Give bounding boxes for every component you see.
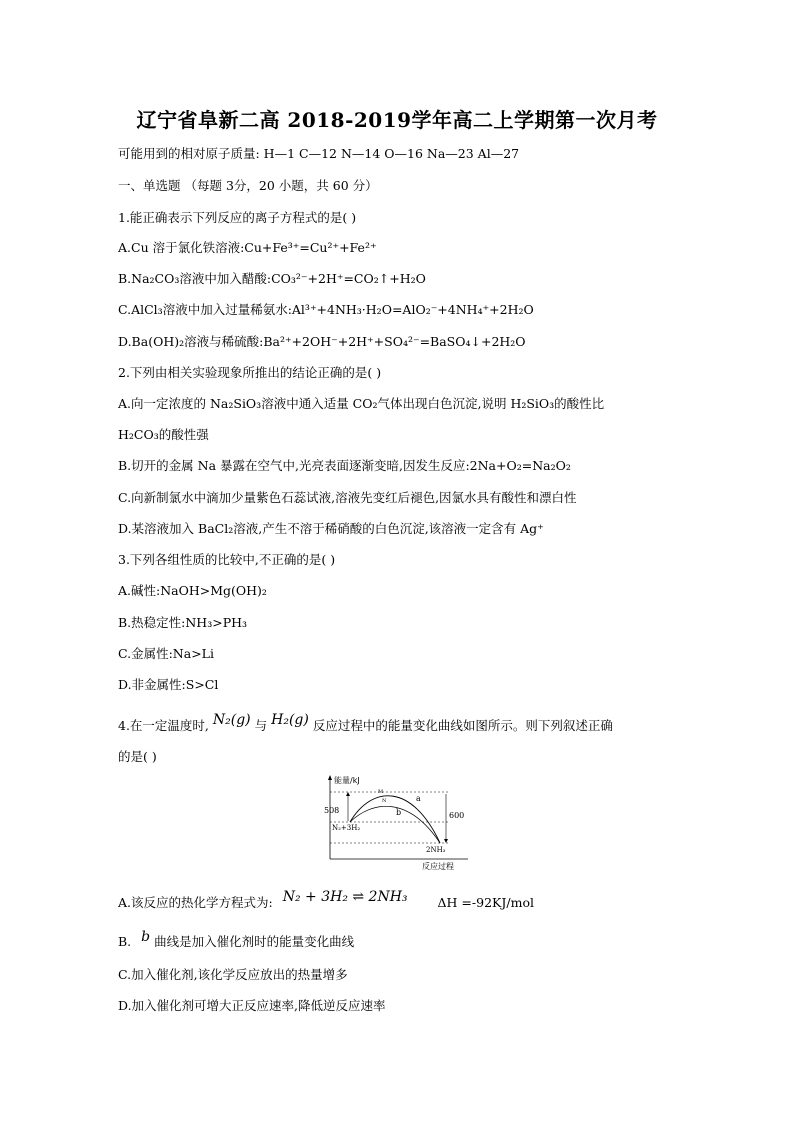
value-600: 600: [449, 811, 465, 820]
q4-stem-line2: 的是( ): [118, 749, 157, 764]
curve-a: [350, 796, 440, 843]
q4-option-b-letter: b: [141, 929, 151, 945]
page-title: 辽宁省阜新二高 2018-2019学年高二上学期第一次月考: [136, 108, 658, 132]
label-n: N: [382, 798, 387, 804]
arrow-600-head: [444, 839, 448, 843]
x-axis-label: 反应过程: [422, 862, 454, 870]
q4-option-a-prefix: A.该反应的热化学方程式为:: [118, 895, 273, 910]
q3-stem: 3.下列各组性质的比较中,不正确的是( ): [118, 552, 336, 567]
label-b: b: [396, 808, 402, 817]
q3-option-d: D.非金属性:S>Cl: [118, 677, 219, 692]
label-m: M: [378, 789, 384, 795]
q2-option-a-line2: H₂CO₃的酸性强: [118, 427, 209, 442]
q4-option-b-prefix: B.: [118, 934, 132, 949]
q2-option-b: B.切开的金属 Na 暴露在空气中,光亮表面逐渐变暗,因发生反应:2Na+O₂=Na₂O₂: [118, 458, 571, 473]
section-heading: 一、单选题 （每题 3分，20 小题，共 60 分）: [118, 178, 378, 193]
q1-option-b: B.Na₂CO₃溶液中加入醋酸:CO₃²⁻+2H⁺=CO₂↑+H₂O: [118, 271, 426, 286]
q4-h2-formula: H₂(g): [271, 712, 309, 728]
q4-option-a-dh: ΔH =-92KJ/mol: [437, 895, 534, 910]
q3-option-c: C.金属性:Na>Li: [118, 646, 214, 661]
q1-option-d: D.Ba(OH)₂溶液与稀硫酸:Ba²⁺+2OH⁻+2H⁺+SO₄²⁻=BaSO₄↓+2H₂O: [118, 334, 526, 349]
atomic-masses: 可能用到的相对原子质量: H—1 C—12 N—14 O—16 Na—23 Al—27: [118, 146, 520, 161]
q4-option-b: [118, 929, 355, 950]
q4-with: 与: [254, 718, 268, 733]
q2-option-a-line1: A.向一定浓度的 Na₂SiO₃溶液中通入适量 CO₂气体出现白色沉淀,说明 H₂SiO₃的酸性比: [118, 396, 605, 411]
q4-stem-prefix: 4.在一定温度时,: [118, 718, 209, 733]
q2-option-d: D.某溶液加入 BaCl₂溶液,产生不溶于稀硝酸的白色沉淀,该溶液一定含有 Ag⁺: [118, 521, 544, 536]
q1-option-a: A.Cu 溶于氯化铁溶液:Cu+Fe³⁺=Cu²⁺+Fe²⁺: [118, 240, 377, 255]
q4-option-a-equation: N₂ + 3H₂ ⇌ 2NH₃: [282, 889, 408, 905]
q2-option-c: C.向新制氯水中滴加少量紫色石蕊试液,溶液先变红后褪色,因氯水具有酸性和漂白性: [118, 490, 577, 505]
q3-option-b: B.热稳定性:NH₃>PH₃: [118, 615, 248, 630]
reactants-label: N₂+3H₂: [332, 824, 361, 832]
y-axis-label: 能量/kJ: [334, 776, 360, 785]
label-a: a: [416, 794, 421, 803]
q1-option-c: C.AlCl₃溶液中加入过量稀氨水:Al³⁺+4NH₃·H₂O=AlO₂⁻+4NH₄⁺+2H₂O: [118, 302, 534, 317]
q4-option-b-suffix: 曲线是加入催化剂时的能量变化曲线: [154, 934, 355, 949]
value-508: 508: [324, 806, 340, 815]
q4-option-d: D.加入催化剂可增大正反应速率,降低逆反应速率: [118, 998, 386, 1013]
products-label: 2NH₃: [426, 846, 446, 854]
arrow-508-head: [346, 792, 350, 796]
q4-option-c: C.加入催化剂,该化学反应放出的热量增多: [118, 967, 348, 982]
y-axis-arrow: [328, 775, 332, 780]
energy-diagram: [322, 773, 472, 870]
q3-option-a: A.碱性:NaOH>Mg(OH)₂: [118, 583, 267, 598]
q4-option-a: [118, 889, 534, 911]
q4-stem: [118, 712, 613, 734]
q4-stem-suffix: 反应过程中的能量变化曲线如图所示。则下列叙述正确: [312, 718, 613, 733]
q2-stem: 2.下列由相关实验现象所推出的结论正确的是( ): [118, 365, 382, 380]
curve-b: [350, 806, 440, 843]
q1-stem: 1.能正确表示下列反应的离子方程式的是( ): [118, 210, 357, 225]
q4-n2-formula: N₂(g): [212, 712, 251, 728]
